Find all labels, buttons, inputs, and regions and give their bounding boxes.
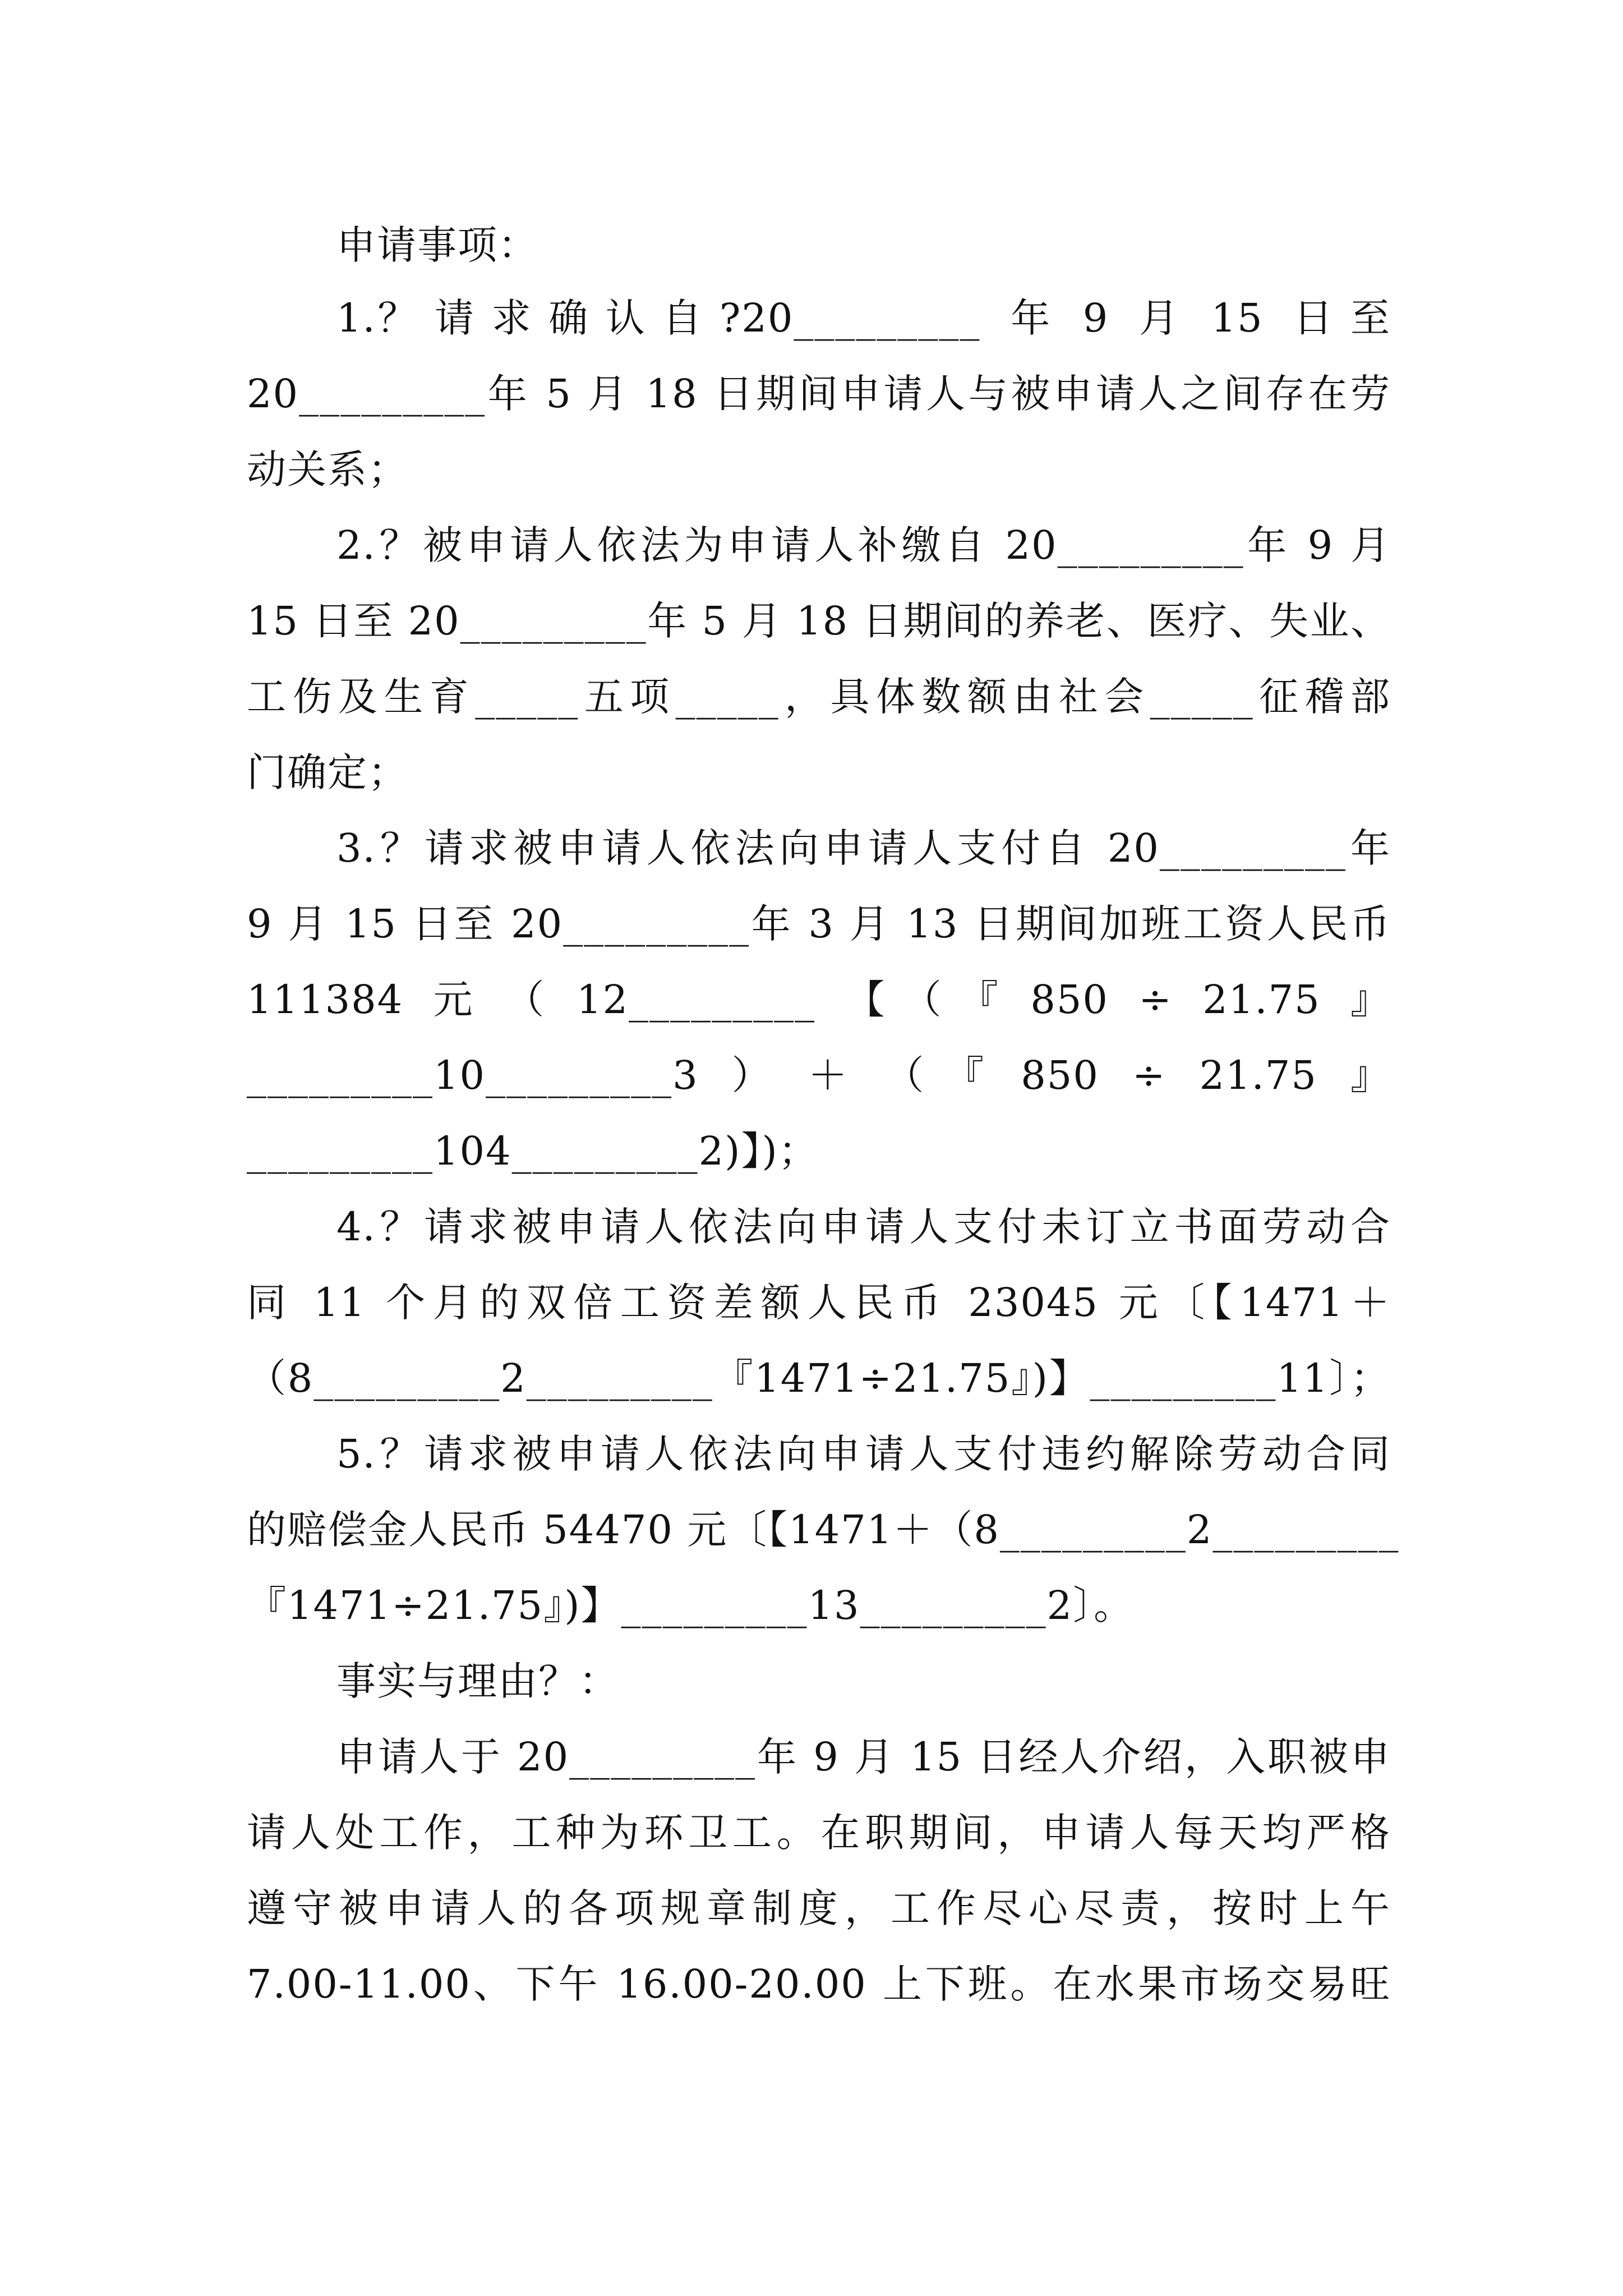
claim-1-line-2: 20_________年 5 月 18 日期间申请人与被申请人之间存在劳 bbox=[247, 371, 1391, 417]
facts-line-4: 7.00-11.00、下午 16.00-20.00 上下班。在水果市场交易旺 bbox=[247, 1961, 1391, 2007]
claim-3-line-3: 111384 元 （ 12_________ 【 （ 『 850 ÷ 21.75 』 bbox=[247, 977, 1391, 1023]
claim-4-line-2: 同 11 个月的双倍工资差额人民币 23045 元〔【1471＋ bbox=[247, 1280, 1391, 1326]
claim-2-line-1: 2.？被申请人依法为申请人补缴自 20_________年 9 月 bbox=[336, 522, 1391, 568]
claim-2-line-2: 15 日至 20_________年 5 月 18 日期间的养老、医疗、失业、 bbox=[247, 598, 1391, 644]
claim-3-line-5: _________104_________2)】)； bbox=[247, 1128, 819, 1174]
section-heading-claims: 申请事项： bbox=[336, 222, 538, 268]
facts-line-3: 遵守被申请人的各项规章制度，工作尽心尽责，按时上午 bbox=[247, 1885, 1391, 1931]
claim-4-line-3: （8_________2_________『1471÷21.75』)】_________11〕； bbox=[247, 1355, 1391, 1401]
claim-3-line-1: 3.？请求被申请人依法向申请人支付自 20_________年 bbox=[336, 825, 1391, 871]
claim-1-line-1: 1.？ 请 求 确 认 自 ?20_________ 年 9 月 15 日 至 bbox=[336, 295, 1391, 341]
claim-5-line-3: 『1471÷21.75』)】_________13_________2〕。 bbox=[247, 1582, 1135, 1628]
claim-4-line-1: 4.？请求被申请人依法向申请人支付未订立书面劳动合 bbox=[336, 1204, 1391, 1250]
claim-2-line-4: 门确定； bbox=[247, 749, 408, 795]
claim-5-line-2: 的赔偿金人民币 54470 元〔【1471＋（8_________2_________ bbox=[247, 1507, 1400, 1553]
claim-1-line-3: 动关系； bbox=[247, 447, 408, 493]
claim-5-line-1: 5.？请求被申请人依法向申请人支付违约解除劳动合同 bbox=[336, 1431, 1391, 1477]
facts-line-1: 申请人于 20_________年 9 月 15 日经人介绍，入职被申 bbox=[336, 1734, 1391, 1780]
facts-line-2: 请人处工作，工种为环卫工。在职期间，申请人每天均严格 bbox=[247, 1810, 1391, 1856]
section-heading-facts: 事实与理由？： bbox=[336, 1658, 619, 1704]
claim-3-line-2: 9 月 15 日至 20_________年 3 月 13 日期间加班工资人民币 bbox=[247, 901, 1391, 947]
claim-2-line-3: 工伤及生育_____五项_____，具体数额由社会_____征稽部 bbox=[247, 674, 1391, 720]
claim-3-line-4: _________10_________3 ） ＋ （ 『 850 ÷ 21.75 』 bbox=[247, 1052, 1391, 1098]
